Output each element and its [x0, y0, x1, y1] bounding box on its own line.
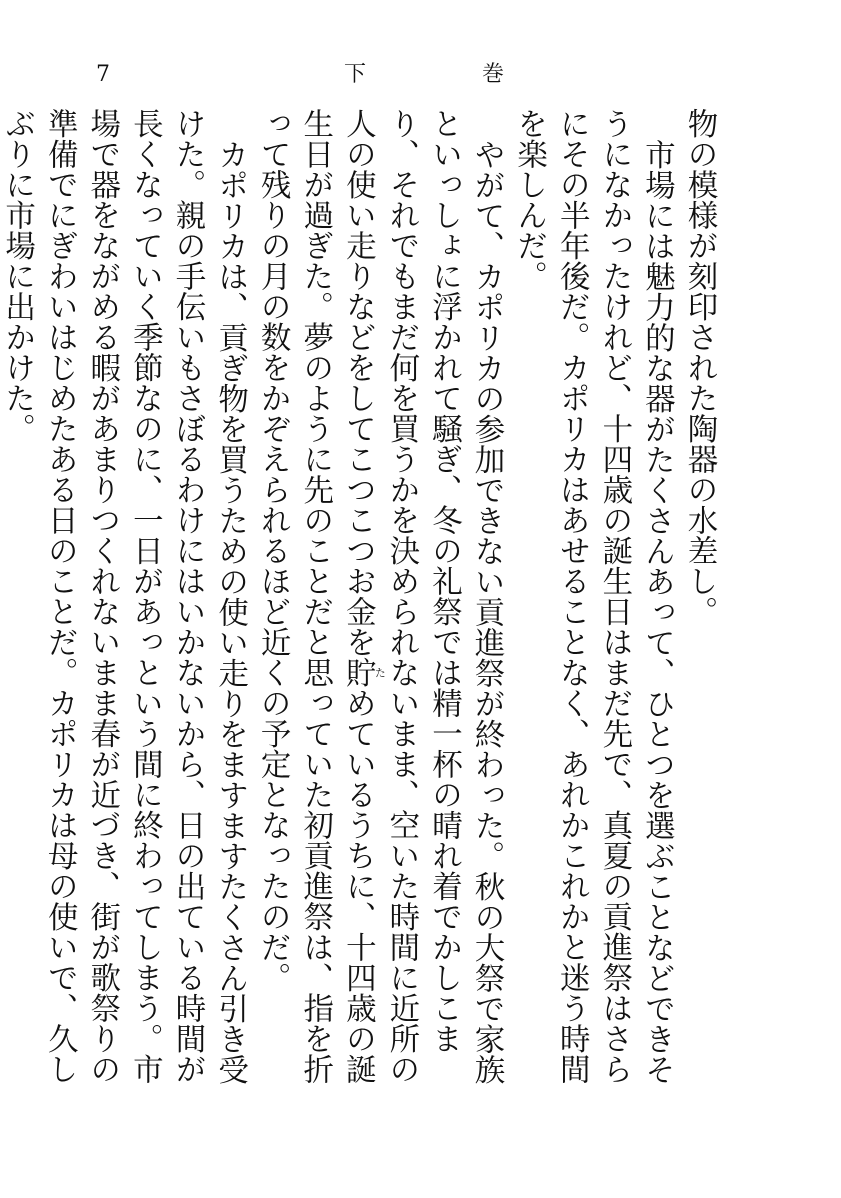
page-number: 7: [96, 62, 110, 87]
furigana-ruby: [340, 657, 387, 688]
running-head-volume-char-1: 下: [344, 62, 367, 87]
running-head: [344, 64, 504, 86]
paragraph-3-text-start: やがて、カポリカの参加できない貢進祭が終わった。秋の大祭で家族といっしょに浮かれて騒ぎ、冬の礼祭では精一杯の晴れ着でかしこまり、それでもまだ何を買うかを決められないまま、空いた時間に近所の人の使い走りなどをしてこつこつお金を: [340, 108, 505, 1084]
paragraph-1: 物の模様が刻印された陶器の水差し。: [682, 108, 717, 627]
ruby-base: 貯: [340, 657, 376, 688]
body-text: [0, 108, 720, 1108]
paragraph-3-text-end: めているうちに、十四歳の誕生日が過ぎた。夢のように先のことだと思っていた初貢進祭は、指を折って残りの月の数をかぞえられるほど近くの予定となったのだ。: [255, 108, 376, 1084]
paragraph-3: [251, 108, 507, 1108]
running-head-volume-char-2: 巻: [481, 62, 504, 87]
ruby-reading: た: [373, 657, 387, 688]
paragraph-2: 市場には魅力的な器がたくさんあって、ひとつを選ぶことなどできそうになかったけれど、十四歳の誕生日はまだ先で、真夏の貢進祭はさらにその半年後だ。カポリカはあせることなく、あれかこれかと迷う時間を楽しんだ。: [511, 108, 675, 1084]
paragraph-4: カポリカは、貢ぎ物を買うための使い走りをますますたくさん引き受けた。親の手伝いもさぼるわけにはいかないから、日の出ている時間が長くなっていく季節なのに、一日があっという間に終わってしまう。市場で器をながめる暇があまりつくれないまま春が近づき、街が歌祭りの準備でにぎわいはじめたある日のことだ。カポリカは母の使いで、久しぶりに市場に出かけた。: [0, 108, 248, 1084]
